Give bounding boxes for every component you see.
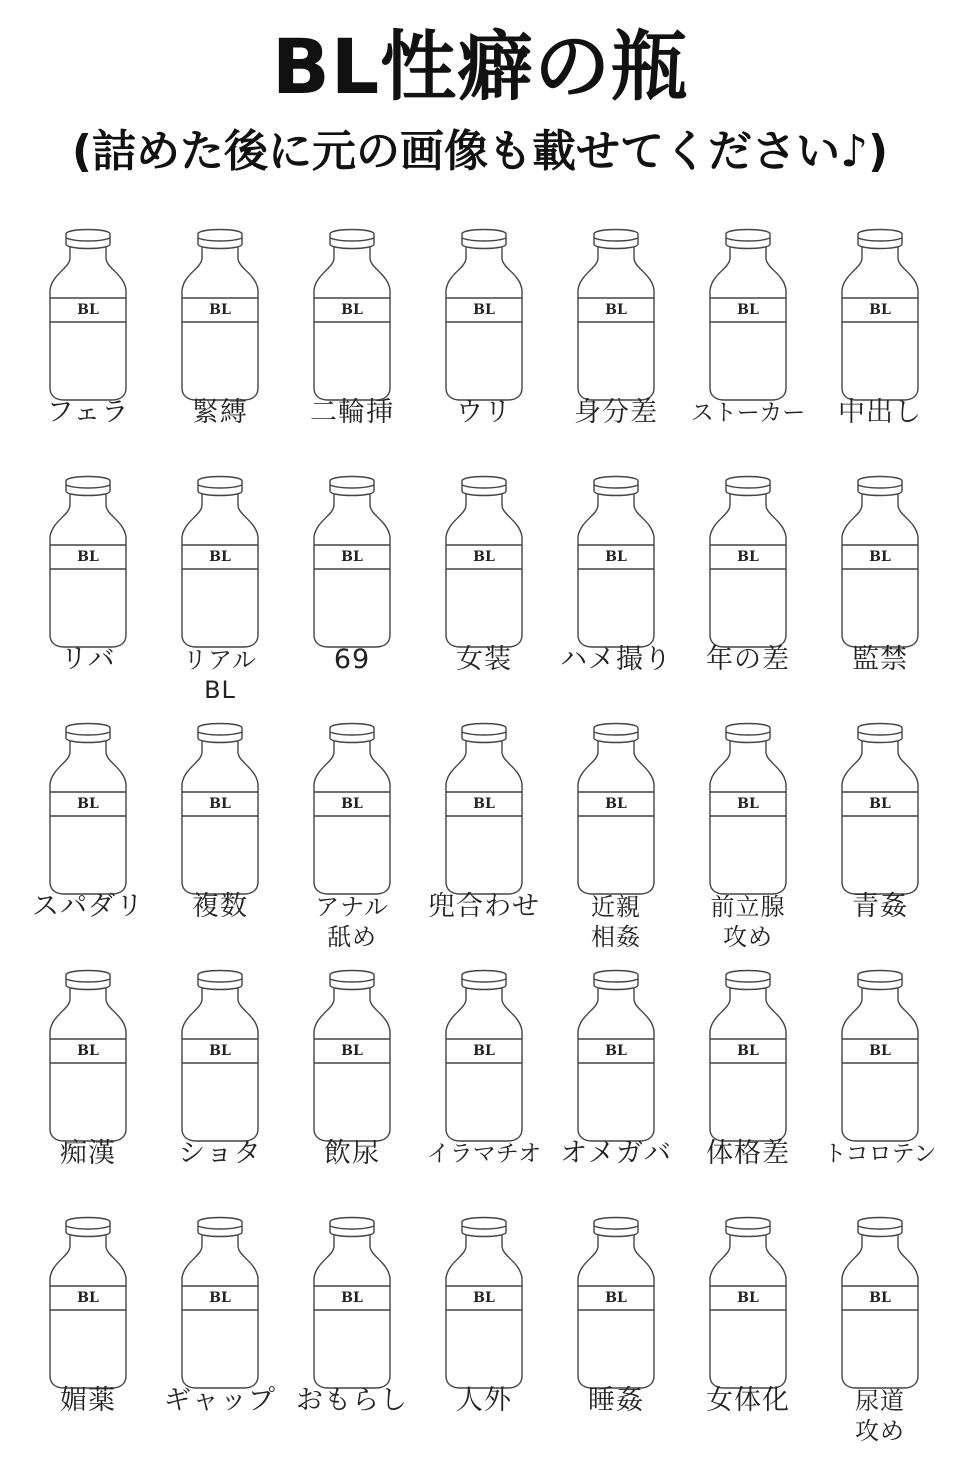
bottle-caption: 青姦: [852, 891, 908, 922]
bottle-label: BL: [209, 302, 231, 318]
bottle-caption: 69: [333, 644, 371, 675]
bottle-grid: [22, 222, 946, 1457]
bottle-item: [418, 469, 550, 716]
bottle-caption: 緊縛: [192, 397, 248, 428]
bottle-label: BL: [605, 302, 627, 318]
bottle-caption: 年の差: [706, 644, 790, 675]
bottle-item: [286, 1210, 418, 1457]
bottle-label: BL: [737, 1043, 759, 1059]
bottle-caption: 体格差: [706, 1138, 790, 1169]
bottle-caption: リバ: [60, 644, 116, 675]
bottle-item: [22, 963, 154, 1210]
bottle-item: [682, 716, 814, 963]
bottle-caption: リアル BL: [182, 646, 258, 704]
bottle-item: [682, 469, 814, 716]
bottle-caption: 女体化: [706, 1385, 790, 1416]
bottle-label: BL: [209, 1290, 231, 1306]
bottle-item: [154, 1210, 286, 1457]
bottle-label: BL: [737, 1290, 759, 1306]
bottle-item: [682, 963, 814, 1210]
bottle-label: BL: [341, 1043, 363, 1059]
bottle-label: BL: [737, 302, 759, 318]
bottle-label: BL: [77, 302, 99, 318]
bottle-caption: 二輪挿: [310, 397, 394, 428]
bottle-label: BL: [737, 549, 759, 565]
bottle-item: [286, 222, 418, 469]
bottle-caption: 睡姦: [588, 1385, 644, 1416]
bottle-caption: おもらし: [296, 1385, 408, 1416]
bottle-label: BL: [341, 549, 363, 565]
bottle-item: [22, 1210, 154, 1457]
bottle-item: [550, 222, 682, 469]
bottle-item: [814, 1210, 946, 1457]
bottle-item: [418, 963, 550, 1210]
page-subtitle: (詰めた後に元の画像も載せてください♪): [71, 126, 889, 177]
bottle-item: [814, 963, 946, 1210]
bottle-caption: ハメ撮り: [560, 644, 672, 675]
bottle-item: [550, 963, 682, 1210]
bottle-caption: 痴漢: [60, 1138, 116, 1169]
bottle-caption: ショタ: [178, 1138, 262, 1169]
bottle-item: [418, 1210, 550, 1457]
bottle-label: BL: [473, 302, 495, 318]
bottle-item: [550, 469, 682, 716]
bottle-label: BL: [77, 549, 99, 565]
bottle-caption: 兜合わせ: [428, 891, 540, 922]
bottle-item: [286, 469, 418, 716]
bottle-label: BL: [869, 1290, 891, 1306]
bottle-caption: 中出し: [838, 397, 922, 428]
bottle-label: BL: [77, 796, 99, 812]
bottle-item: [418, 716, 550, 963]
bottle-item: [154, 963, 286, 1210]
bottle-item: [286, 716, 418, 963]
bottle-caption: 監禁: [852, 644, 908, 675]
bottle-caption: イラマチオ: [426, 1141, 542, 1167]
bottle-item: [22, 716, 154, 963]
bottle-label: BL: [341, 796, 363, 812]
bottle-label: BL: [473, 796, 495, 812]
bottle-label: BL: [737, 796, 759, 812]
bottle-label: BL: [473, 549, 495, 565]
bottle-caption: フェラ: [46, 397, 130, 428]
bottle-caption: 人外: [456, 1385, 512, 1416]
bottle-label: BL: [209, 796, 231, 812]
bottle-caption: トコロテン: [823, 1141, 937, 1167]
bottle-label: BL: [869, 796, 891, 812]
bottle-label: BL: [341, 1290, 363, 1306]
bottle-item: [154, 469, 286, 716]
bottle-caption: ストーカー: [690, 400, 806, 426]
bottle-caption: オメガバ: [560, 1138, 672, 1169]
bottle-item: [682, 222, 814, 469]
bottle-label: BL: [605, 796, 627, 812]
bottle-item: [22, 469, 154, 716]
bottle-item: [550, 1210, 682, 1457]
bottle-item: [418, 222, 550, 469]
bottle-caption: ギャップ: [164, 1385, 276, 1416]
bottle-item: [154, 222, 286, 469]
bottle-caption: スパダリ: [32, 891, 144, 922]
bottle-item: [154, 716, 286, 963]
bottle-item: [814, 222, 946, 469]
bottle-label: BL: [869, 302, 891, 318]
bottle-label: BL: [209, 549, 231, 565]
bottle-label: BL: [341, 302, 363, 318]
bottle-item: [814, 716, 946, 963]
bottle-label: BL: [605, 549, 627, 565]
bottle-caption: 前立腺 攻め: [710, 893, 786, 951]
bottle-label: BL: [209, 1043, 231, 1059]
bottle-label: BL: [473, 1043, 495, 1059]
bottle-label: BL: [77, 1043, 99, 1059]
bottle-caption: 尿道 攻め: [855, 1387, 905, 1445]
bottle-label: BL: [473, 1290, 495, 1306]
bottle-item: [550, 716, 682, 963]
bottle-caption: 飲尿: [324, 1138, 380, 1169]
bottle-label: BL: [77, 1290, 99, 1306]
bottle-caption: ウリ: [456, 397, 512, 428]
bottle-caption: 媚薬: [60, 1385, 116, 1416]
bottle-item: [22, 222, 154, 469]
bottle-caption: 女装: [456, 644, 512, 675]
bottle-item: [814, 469, 946, 716]
bottle-caption: 複数: [192, 891, 248, 922]
bottle-item: [286, 963, 418, 1210]
bottle-label: BL: [605, 1290, 627, 1306]
bottle-item: [682, 1210, 814, 1457]
bottle-caption: 身分差: [574, 397, 658, 428]
bottle-label: BL: [869, 549, 891, 565]
bottle-label: BL: [605, 1043, 627, 1059]
bottle-label: BL: [869, 1043, 891, 1059]
bottle-caption: アナル 舐め: [315, 893, 389, 951]
bottle-caption: 近親 相姦: [591, 893, 641, 951]
page-title: BL性癖の瓶: [271, 22, 689, 111]
